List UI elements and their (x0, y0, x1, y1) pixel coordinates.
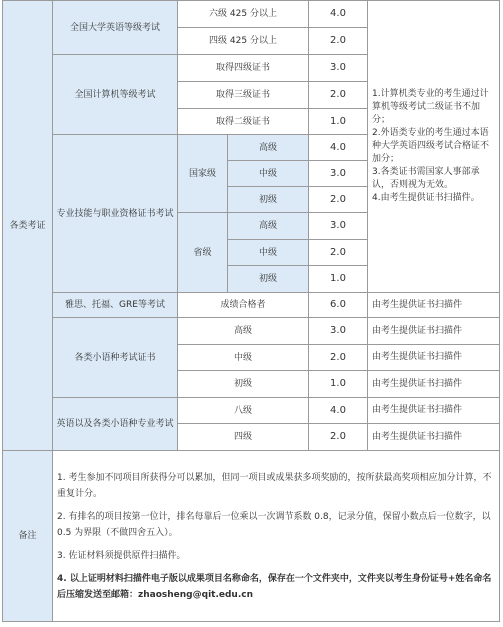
ncre-score: 3.0 (309, 55, 368, 82)
cet-score: 2.0 (309, 28, 368, 55)
remark-item: 2. 有排名的项目按第一位计，排名每靠后一位乘以一次调节系数 0.8，记录分值，保留小数点后一位数字，以 0.5 为界限（不做四舍五入）。 (57, 511, 491, 538)
remarks-label: 备注 (3, 451, 53, 622)
minor-lang-level: 中级 (178, 345, 309, 371)
scoring-table-container (2, 0, 501, 625)
ielts-level: 成绩合格者 (178, 293, 309, 318)
major-exam-score: 4.0 (309, 398, 368, 424)
merged-note-1: 1.计算机类专业的考生通过计算机等级考试二级证书不加分； (372, 89, 489, 125)
scoring-table (2, 0, 500, 622)
minor-lang-score: 3.0 (309, 318, 368, 345)
provincial-level: 高级 (228, 213, 309, 240)
minor-lang-level: 初级 (178, 371, 309, 398)
remark-item: 3. 佐证材料须提供原件扫描件。 (57, 550, 186, 561)
national-level: 高级 (228, 135, 309, 161)
minor-lang-note: 由考生提供证书扫描件 (368, 318, 500, 345)
provincial-label: 省级 (178, 213, 228, 293)
ncre-name: 全国计算机等级考试 (53, 55, 178, 135)
ielts-note: 由考生提供证书扫描件 (368, 293, 500, 318)
category-cell: 各类考证 (3, 1, 53, 451)
major-exam-score: 2.0 (309, 424, 368, 451)
ncre-score: 2.0 (309, 82, 368, 109)
merged-note-2: 2.外语类专业的考生通过本语种大学英语四级考试合格证不加分； (372, 128, 490, 164)
cet-level: 六级 425 分以上 (178, 1, 309, 28)
remarks-content (53, 451, 500, 622)
national-level: 初级 (228, 187, 309, 213)
major-exam-level: 四级 (178, 424, 309, 451)
national-level: 中级 (228, 161, 309, 187)
major-exam-level: 八级 (178, 398, 309, 424)
ielts-name: 雅思、托福、GRE等考试 (53, 293, 178, 318)
minor-lang-name: 各类小语种考试证书 (53, 318, 178, 398)
vocational-name: 专业技能与职业资格证书考试 (53, 135, 178, 293)
cet-level: 四级 425 分以上 (178, 28, 309, 55)
minor-lang-score: 2.0 (309, 345, 368, 371)
provincial-score: 1.0 (309, 266, 368, 293)
provincial-level: 中级 (228, 240, 309, 266)
remark-bold-item: 4. 以上证明材料扫描件电子版以成果项目名称命名，保存在一个文件夹中，文件夹以考生身份证号+姓名命名后压缩发送至邮箱：zhaosheng@qit.edu.cn (57, 573, 492, 600)
ncre-level: 取得二级证书 (178, 109, 309, 135)
national-score: 4.0 (309, 135, 368, 161)
provincial-score: 3.0 (309, 213, 368, 240)
provincial-score: 2.0 (309, 240, 368, 266)
ncre-level: 取得三级证书 (178, 82, 309, 109)
cet-score: 4.0 (309, 1, 368, 28)
major-exam-name: 英语以及各类小语种专业考试 (53, 398, 178, 451)
national-label: 国家级 (178, 135, 228, 213)
minor-lang-level: 高级 (178, 318, 309, 345)
minor-lang-note: 由考生提供证书扫描件 (368, 345, 500, 371)
merged-note-cell (368, 1, 500, 293)
ielts-score: 6.0 (309, 293, 368, 318)
remark-item: 1. 考生参加不同项目所获得分可以累加，但同一项目或成果获多项奖励的，按所获最高奖项相应加分计算，不重复计分。 (57, 472, 492, 499)
ncre-score: 1.0 (309, 109, 368, 135)
national-score: 2.0 (309, 187, 368, 213)
national-score: 3.0 (309, 161, 368, 187)
ncre-level: 取得四级证书 (178, 55, 309, 82)
merged-note-4: 4.由考生提供证书扫描件。 (372, 193, 480, 203)
cet-name: 全国大学英语等级考试 (53, 1, 178, 55)
major-exam-note: 由考生提供证书扫描件 (368, 398, 500, 424)
provincial-level: 初级 (228, 266, 309, 293)
major-exam-note: 由考生提供证书扫描件 (368, 424, 500, 451)
merged-note-3: 3.各类证书需国家人事部承认，否则视为无效。 (372, 167, 480, 190)
minor-lang-note: 由考生提供证书扫描件 (368, 371, 500, 398)
minor-lang-score: 1.0 (309, 371, 368, 398)
